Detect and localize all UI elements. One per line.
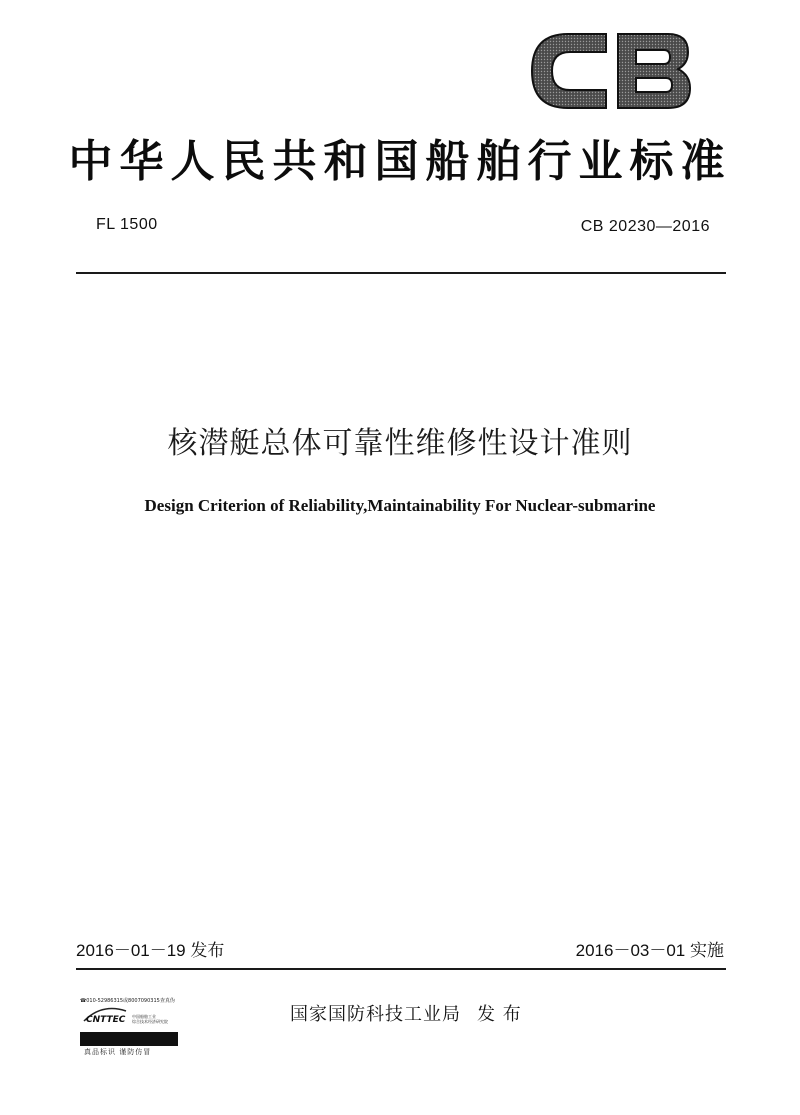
anti-counterfeit-caption: 真品标识 谨防仿冒: [84, 1048, 152, 1056]
cb-logo: [528, 28, 692, 114]
cnttec-logo-icon: [82, 1005, 130, 1025]
anti-counterfeit-scratch-strip: [80, 1032, 178, 1046]
anti-counterfeit-hotline: ☎010-52986315或8007090315查真伪: [80, 998, 175, 1004]
anti-counterfeit-organization: [132, 1014, 192, 1024]
issue-date: 2016－01－19 发布: [76, 941, 225, 960]
logo-letter-b: [618, 34, 690, 108]
classification-code: FL 1500: [96, 216, 158, 233]
standard-number: CB 20230—2016: [580, 218, 710, 235]
cnttec-brand: CNTTEC: [86, 1015, 126, 1025]
publisher-name: 国家国防科技工业局: [290, 1004, 461, 1025]
standard-category-title: 中华人民共和国船舶行业标准: [68, 136, 732, 187]
document-title-chinese: 核潜艇总体可靠性维修性设计准则: [167, 426, 633, 461]
implementation-date: 2016－03－01 实施: [575, 941, 724, 960]
org-line: 综合技术经济研究院: [132, 1019, 168, 1024]
publisher-line: [290, 1000, 522, 1026]
logo-letter-c: [532, 34, 606, 108]
header-divider: [76, 272, 726, 274]
org-line: 中国船舶工业: [132, 1014, 156, 1019]
document-title-english: Design Criterion of Reliability,Maintainability For Nuclear-submarine: [144, 496, 656, 515]
publish-label: 发 布: [477, 1004, 522, 1025]
footer-divider: [76, 968, 726, 970]
